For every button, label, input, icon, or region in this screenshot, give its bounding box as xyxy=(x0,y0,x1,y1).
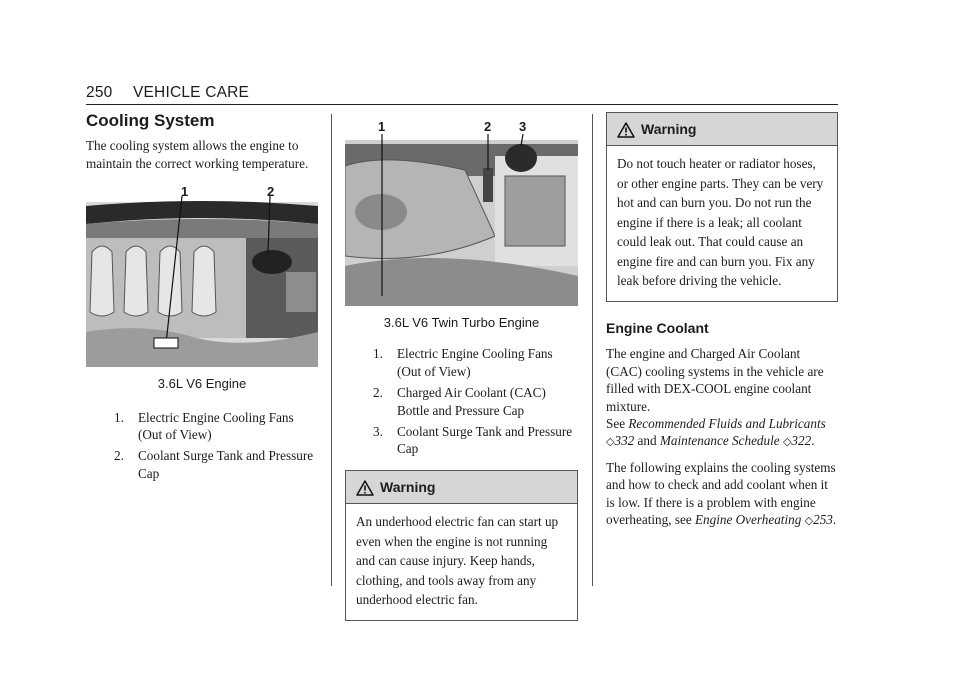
ref-link-overheating[interactable]: Engine Overheating xyxy=(694,511,802,527)
list-item: 2. Charged Air Coolant (CAC) Bottle and Pressure Cap xyxy=(373,385,546,418)
callout-2: 2 xyxy=(484,119,492,134)
warning-header xyxy=(607,113,837,146)
page-ref-triangle-icon: ◇ xyxy=(606,435,615,449)
list-item: 2. Coolant Surge Tank and Pressure Cap xyxy=(114,448,314,481)
header-rule xyxy=(86,104,838,105)
figure-caption: 3.6L V6 Twin Turbo Engine xyxy=(383,315,540,330)
list-item: 1. Electric Engine Cooling Fans (Out of View) xyxy=(114,409,294,443)
column-2 xyxy=(345,110,578,621)
warning-triangle-icon xyxy=(617,122,635,138)
page-ref-triangle-icon: ◇ xyxy=(782,435,792,449)
column-divider-2 xyxy=(592,114,593,586)
engine-photo-v6 xyxy=(86,182,318,367)
column-1 xyxy=(86,110,318,486)
engine-illustration xyxy=(345,116,578,306)
callout-1: 1 xyxy=(181,184,189,200)
callout-list xyxy=(345,345,578,457)
list-item: 1. Electric Engine Cooling Fans (Out of View) xyxy=(373,346,553,379)
page-header xyxy=(86,84,249,102)
section-title: VEHICLE CARE xyxy=(132,84,250,101)
callout-3: 3 xyxy=(519,119,527,134)
warning-triangle-icon xyxy=(356,480,374,496)
ref-link-fluids[interactable]: Recommended Fluids and Lubricants xyxy=(628,415,826,431)
callout-1: 1 xyxy=(378,119,386,134)
warning-box xyxy=(345,470,578,621)
warning-title: Warning xyxy=(641,121,697,137)
explain-paragraph: The following explains the cooling systems and how to check and add coolant when it is low. If there is a problem with engine overheating, see Engine Overheating ◇253. xyxy=(606,459,837,527)
figure-caption: 3.6L V6 Engine xyxy=(157,376,247,392)
warning-text: Do not touch heater or radiator hoses, or other engine parts. They can be very hot and can burn you. Do not run the engine if there is a leak; all coolant could leak out. That could cause an engine fire and can burn you. Fix any leak before driving the vehicle. xyxy=(617,156,824,289)
column-divider-1 xyxy=(331,114,332,586)
ref-link-maintenance[interactable]: Maintenance Schedule xyxy=(659,433,780,449)
engine-illustration xyxy=(86,182,318,367)
coolant-paragraph: The engine and Charged Air Coolant (CAC) cooling systems in the vehicle are filled with DEX-COOL engine coolant mixture. See Recommended Fluids and Lubricants ◇332 and Maintenance Schedule ◇322. xyxy=(606,346,826,449)
list-item: 3. Coolant Surge Tank and Pressure Cap xyxy=(373,424,573,457)
intro-paragraph: The cooling system allows the engine to maintain the correct working temperature. xyxy=(86,138,309,171)
warning-box xyxy=(606,112,838,302)
callout-2: 2 xyxy=(267,184,275,200)
warning-header xyxy=(346,471,577,504)
warning-title: Warning xyxy=(380,478,436,495)
column-3 xyxy=(606,110,838,537)
callout-list xyxy=(86,409,318,483)
page-ref-triangle-icon: ◇ xyxy=(804,513,814,527)
section-heading: Engine Coolant xyxy=(606,319,709,336)
page-number: 250 xyxy=(86,84,113,101)
page-title: Cooling System xyxy=(86,111,215,130)
engine-photo-twin-turbo xyxy=(345,116,578,306)
warning-text: An underhood electric fan can start up even when the engine is not running and can cause injury. Keep hands, clothing, and tools away from any underhood electric fan. xyxy=(356,514,559,608)
